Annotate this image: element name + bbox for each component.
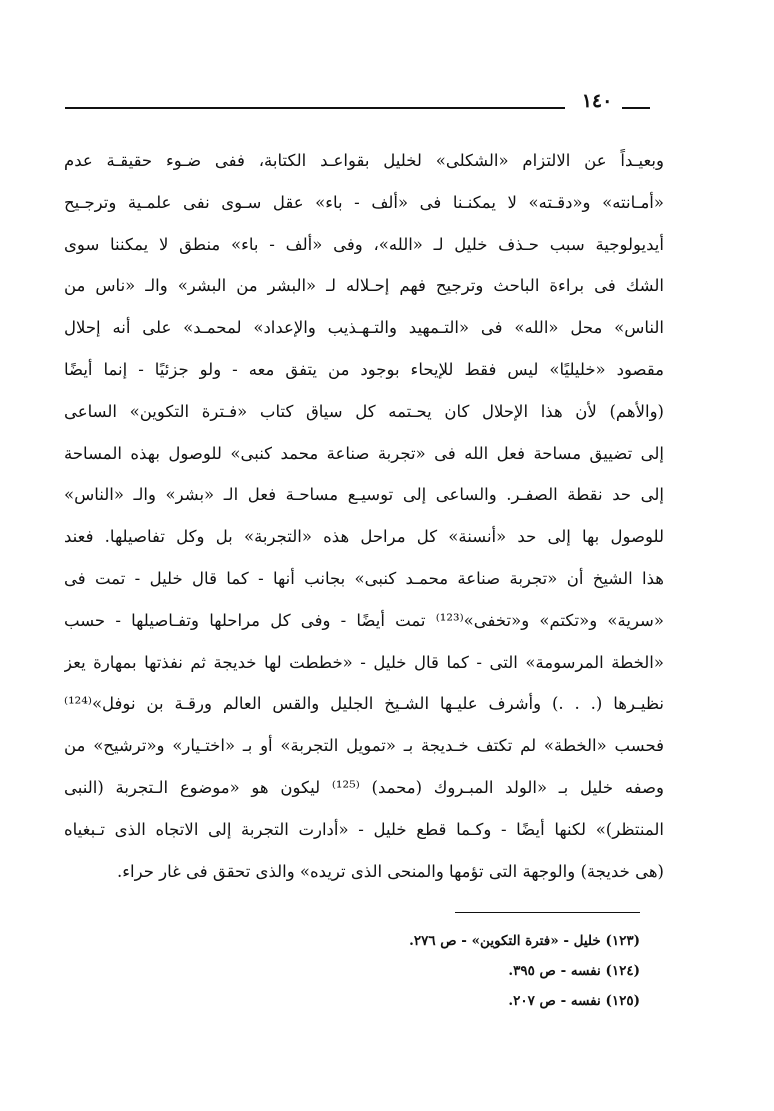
text-line: الناس» محل «الله» فى «التـمهيد والتـهـذيب والإعداد» لمحمـد» على أنه إحلال bbox=[64, 318, 664, 338]
text-line: الشك فى براءة الباحث وترجيح فهم إحـلاله لـ «البشر من البشر» والـ «ناس من bbox=[64, 276, 664, 296]
text-line: «سرية» و«تكتم» و«تخفى»⁽¹²³⁾ تمت أيضًا - وفى كل مراحلها وتفـاصيلها - حسب bbox=[64, 610, 664, 630]
text-line: للوصول بها إلى حد «أنسنة» كل مراحل هذه «التجربة» بل وكل تفاصيلها. فعند bbox=[64, 527, 664, 547]
text-line: هذا الشيخ أن «تجربة صناعة محمـد كنبى» بجانب أنها - كما قال خليل - تمت فى bbox=[64, 568, 664, 588]
text-line: نظيـرها (. . .) وأشرف عليـها الشـيخ الجليل والقس العالم ورقـة بن نوفل»⁽¹²⁴⁾ bbox=[64, 694, 664, 714]
footnote-rule bbox=[455, 912, 640, 913]
text-line: مقصود «خليليًا» ليس فقط للإيحاء بوجود من يتفق معه - ولو جزئيًا - إنما أيضًا bbox=[64, 359, 664, 379]
text-line: «أمـانته» و«دقـته» لا يمكنـنا فى «ألف - باء» عقل سـوى نفى علمـية وترجـيح bbox=[64, 192, 664, 212]
text-line: أيديولوجية سبب حـذف خليل لـ «الله»، وفى «ألف - باء» منطق لا يمكننا سوى bbox=[64, 234, 664, 254]
footnote-123: (١٢٣) خليل - «فترة التكوين» - ص ٢٧٦. bbox=[409, 933, 640, 949]
text-line: فحسب «الخطة» لم تكتف خـديجة بـ «تمويل التجربة» أو بـ «اختـيار» و«ترشيح» من bbox=[64, 736, 664, 756]
footnote-list bbox=[390, 926, 640, 1016]
footnote-125: (١٢٥) نفسه - ص ٢٠٧. bbox=[508, 993, 640, 1009]
text-line: إلى تضييق مساحة فعل الله فى «تجربة صناعة محمد كنبى» للوصول بهذه المساحة bbox=[64, 443, 664, 463]
main-text bbox=[64, 140, 664, 892]
page-header bbox=[65, 90, 650, 120]
footnote-124: (١٢٤) نفسه - ص ٣٩٥. bbox=[508, 963, 640, 979]
text-line: «الخطة المرسومة» التى - كما قال خليل - «خططت لها خديجة ثم نفذتها بمهارة يعز bbox=[64, 652, 664, 672]
text-line: وبعيـداً عن الالتزام «الشكلى» لخليل بقواعـد الكتابة، ففى ضـوء حقيقـة عدم bbox=[64, 151, 664, 170]
text-line: إلى حد نقطة الصفـر. والساعى إلى توسيـع مساحـة فعل الـ «بشر» والـ «الناس» bbox=[64, 485, 664, 505]
header-rule bbox=[65, 107, 565, 109]
page-number: ١٤٠ bbox=[581, 90, 613, 112]
header-rule-short bbox=[622, 107, 650, 109]
text-line: وصفه خليل بـ «الولد المبـروك (محمد) ⁽¹²⁵⁾ ليكون هو «موضوع الـتجربة (النبى bbox=[64, 777, 664, 797]
text-line: (هى خديجة) والوجهة التى تؤمها والمنحى الذى تريده» والذى تحقق فى غار حراء. bbox=[117, 861, 664, 881]
text-line: (والأهم) لأن هذا الإحلال كان يحـتمه كل سياق كتاب «فـترة التكوين» الساعى bbox=[64, 401, 664, 421]
text-line: المنتظر)» لكنها أيضًا - وكـما قطع خليل - «أدارت التجربة إلى الاتجاه الذى تـبغياه bbox=[64, 819, 664, 839]
